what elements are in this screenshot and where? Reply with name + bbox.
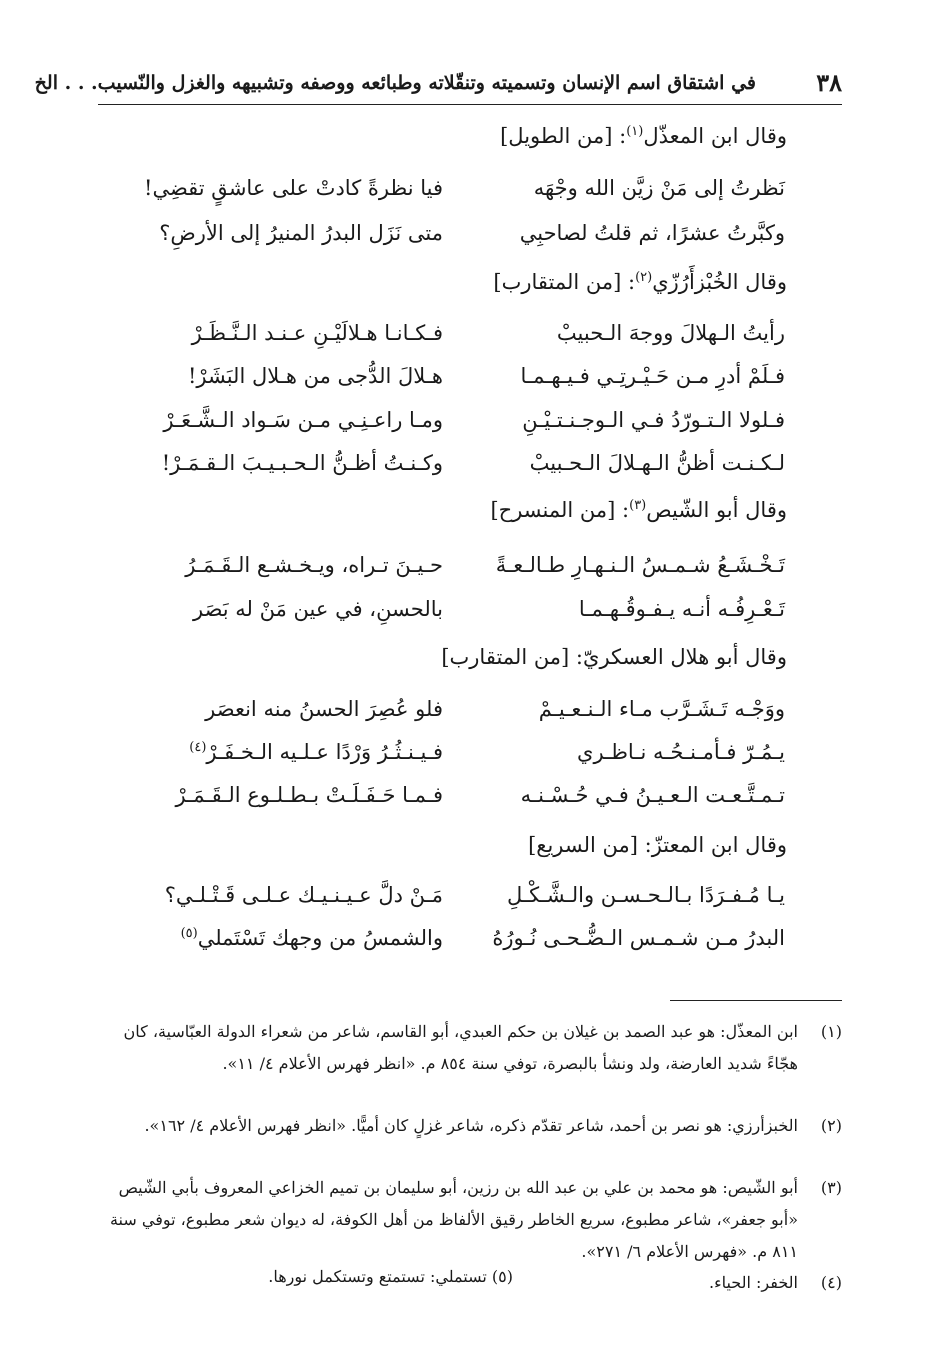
footnote-text: الخبزأرزي: هو نصر بن أحمد، شاعر تقدّم ذكره، شاعر غزلٍ كان أميًّا. «انظر فهرس الأعلام ٤/ ١٦٢». bbox=[144, 1116, 798, 1135]
verse-hemistich-right: رأيتُ الـهلالَ ووجهَ الـحبيبْ bbox=[556, 321, 785, 345]
verse-hemistich-right: يـمُـرّ فـأمـنـحُـه نـاظـري bbox=[577, 740, 785, 764]
verse-hemistich-left: مَـنْ دلَّ عـيـنـيـك عـلـى قَـتْـلـي؟ bbox=[164, 883, 443, 907]
verse-hemistich-left: متى نَزَل البدرُ المنيرُ إلى الأرضِ؟ bbox=[159, 221, 443, 245]
footnote-number: (٤) bbox=[820, 1273, 842, 1292]
footnote bbox=[102, 1172, 842, 1268]
verse-hemistich-left: فـكـانـا هـلالَيْـنِ عـنـد الـنَّـظَـرْ bbox=[191, 321, 443, 345]
poem-intro: وقال أبو الشّيص$^{(٣)}$: [من المنسرح] bbox=[490, 498, 787, 522]
header-rule bbox=[98, 104, 842, 105]
verse-hemistich-left: هـلالَ الدُّجى من هـلال البَشَرْ! bbox=[187, 364, 443, 388]
poem-intro: وقال أبو هلال العسكريّ: [من المتقارب] bbox=[441, 645, 787, 669]
verse-hemistich-right: يـا مُـفـرَدًا بـالـحـسـن والـشَّـكْـلِ bbox=[507, 883, 785, 907]
verse-hemistich-left: بالحسنِ، في عين مَنْ له بَصَر bbox=[192, 597, 443, 621]
footnote bbox=[102, 1016, 842, 1080]
verse-hemistich-right: تَـخْـشَـعُ شـمـسُ الـنـهـارِ طـالـعـةً bbox=[495, 553, 785, 577]
verse-hemistich-left: والشمسُ من وجهك تَسْتَملي$^{(٥)}$ bbox=[180, 926, 443, 950]
poem-intro: وقال ابن المعتزّ: [من السريع] bbox=[528, 833, 787, 857]
footnote-number: (١) bbox=[820, 1022, 842, 1041]
verse-hemistich-right: تَـعْـرِفُـه أنـه يـفـوقُـهـمـا bbox=[578, 597, 785, 621]
footnote bbox=[268, 1267, 513, 1286]
footnote-text: تستملي: تستمتع وتستكمل نورها. bbox=[268, 1267, 487, 1286]
verse-hemistich-left: فـمـا حَـفَـلَـتْ بـطـلـوع الـقَـمَـرْ bbox=[175, 783, 443, 807]
verse-hemistich-right: البدرُ مـن شـمـس الـضُّـحـى نُـورُهُ bbox=[492, 926, 785, 950]
footnote-text: ابن المعذّل: هو عبد الصمد بن غيلان بن حكم العبدي، أبو القاسم، شاعر من شعراء الدولة العبّاسية، كان هجّاءً شديد العارضة، ولد ونشأ بالبصرة، توفي سنة ٨٥٤ م. «انظر فهرس الأعلام ٤/ ١١». bbox=[123, 1022, 798, 1073]
running-title: في اشتقاق اسم الإنسان وتسميته وتنقّلاته وطبائعه ووصفه وتشبيهه والغزل والنّسيب. . . الخ bbox=[34, 72, 756, 94]
verse-hemistich-left: ومـا راعـنِـي مـن سَـواد الـشَّـعَـرْ bbox=[163, 408, 443, 432]
poem-intro: وقال ابن المعذّل$^{(١)}$: [من الطويل] bbox=[500, 124, 787, 148]
verse-hemistich-right: نَظرتُ إلى مَنْ زيَّن الله وجْهَه bbox=[533, 176, 785, 200]
footnote-text: الخفر: الحياء. bbox=[708, 1273, 798, 1292]
page-number: ٣٨ bbox=[816, 68, 842, 97]
poem-intro: وقال الخُبْزأَرُزّي$^{(٢)}$: [من المتقارب] bbox=[493, 270, 787, 294]
footnote-number: (٢) bbox=[820, 1116, 842, 1135]
verse-hemistich-right: ووَجْـه تَـشَـرَّب مـاء الـنـعـيـمْ bbox=[538, 697, 785, 721]
verse-hemistich-left: فـيـنـثُـرُ وَرْدًا عـلـيه الـخـفَـرْ$^{(٤)}$ bbox=[189, 740, 443, 764]
footnote-ref: (٥) bbox=[180, 926, 198, 941]
verse-hemistich-right: وكبَّرتُ عشرًا، ثم قلتُ لصاحبِي bbox=[519, 221, 785, 245]
verse-hemistich-left: فيا نظرةً كادتْ على عاشقٍ تقضِي! bbox=[144, 176, 443, 200]
footnote-rule bbox=[670, 1000, 842, 1001]
page-header bbox=[34, 64, 842, 104]
verse-hemistich-left: وكـنـتُ أظـنُّ الـحـبـيـبَ الـقـمَـرْ! bbox=[161, 451, 443, 475]
verse-hemistich-right: فـلَمْ أدرِ مـن حَـيْـرتِـي فـيـهـمـا bbox=[520, 364, 785, 388]
footnote-ref: (٣) bbox=[629, 498, 647, 513]
verse-hemistich-left: حـيـنَ تـراه، ويـخـشـع الـقَـمَـرُ bbox=[185, 553, 443, 577]
footnote-ref: (٢) bbox=[635, 270, 653, 285]
verse-hemistich-left: فلو عُصِرَ الحسنُ منه انعصَر bbox=[205, 697, 443, 721]
footnote-text: أبو الشّيص: هو محمد بن علي بن عبد الله بن رزين، أبو سليمان بن تميم الخزاعي المعروف بأبي الشّيص «أبو جعفر»، شاعر مطبوع، سريع الخاطر رقيق الألفاظ من أهل الكوفة، له ديوان شعر مطبوع، توفي سنة ٨١١ م. «فهرس الأعلام ٦/ ٢٧١». bbox=[109, 1178, 798, 1261]
footnote-ref: (٤) bbox=[189, 740, 207, 755]
footnote-ref: (١) bbox=[626, 124, 644, 139]
footnote bbox=[102, 1110, 842, 1142]
verse-hemistich-right: تـمـتَّـعـت الـعـيـنُ فـي حُـسْـنـه bbox=[520, 783, 785, 807]
verse-hemistich-right: لـكـنـت أظنُّ الـهـلالَ الـحـبيبْ bbox=[529, 451, 785, 475]
footnote-number: (٥) bbox=[491, 1267, 513, 1286]
verse-hemistich-right: فـلولا الـتـورّدُ فـي الـوجـنـتـيْـنِ bbox=[522, 408, 785, 432]
footnote-number: (٣) bbox=[820, 1178, 842, 1197]
